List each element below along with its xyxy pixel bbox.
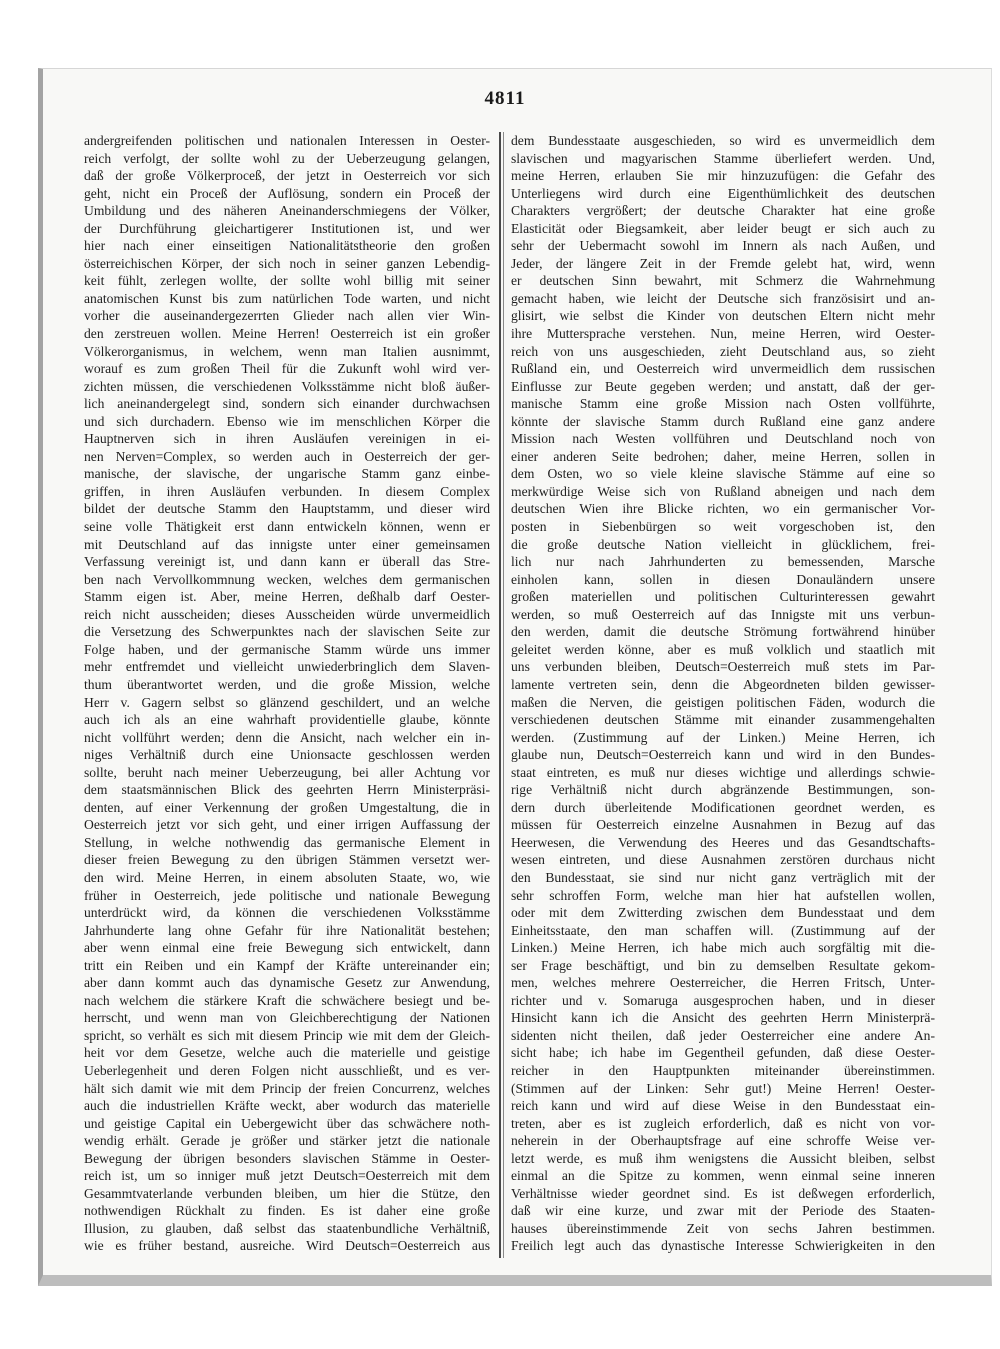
text-line: denten, auf einer Verkennung der großen Umgestaltung, die in [84, 799, 490, 815]
text-line: Oesterreich jetzt vor sich geht, und einer irrigen Auffassung der [84, 817, 490, 833]
text-line: aber wenn einmal eine freie Bewegung sich entwickelt, dann [84, 940, 490, 956]
text-line: merkwürdige Weise sich von Rußland abneigen und nach dem [511, 483, 935, 499]
text-line: reich nicht ausscheiden; dieses Ausscheiden würde unvermeidlich [84, 606, 490, 622]
text-line: österreichischen Körper, der sich noch in seiner ganzen Lebendig- [84, 255, 490, 271]
text-line: Stellung, in welche nothwendig das germanische Element in [84, 834, 490, 850]
text-line: den zerstreuen wollen. Meine Herren! Oesterreich ist ein großer [84, 326, 490, 342]
text-line: reich von uns ausgeschieden, zieht Deutschland aus, so zieht [511, 343, 935, 359]
text-line: geleitet werden könne, aber es muß volklich und staatlich mit [511, 641, 935, 657]
text-line: posten in Siebenbürgen so weit vorgeschoben ist, den [511, 519, 935, 535]
text-line: sollte, beruht nach meiner Ueberzeugung, bei aller Achtung vor [84, 764, 490, 780]
text-line: ihre Muttersprache verstehen. Nun, meine Herren, wird Oester- [511, 326, 935, 342]
text-line: dem Osten, wo so viele kleine slavische Stämme auf eine so [511, 466, 935, 482]
text-line: hält sich damit wie mit dem Princip der freien Concurrenz, welches [84, 1080, 490, 1096]
text-line: (Stimmen auf der Linken: Sehr gut!) Meine Herren! Oester- [511, 1080, 935, 1096]
right-column [511, 132, 935, 1255]
text-line: nicht vollführt werden; denn die Ansicht, nach welcher ein in- [84, 729, 490, 745]
text-line: ben nach Vervollkommnung wecken, welches dem germanischen [84, 571, 490, 587]
text-line: Hinsicht kann ich die Ansicht des geehrten Herrn Ministerprä- [511, 1010, 935, 1026]
text-line: geht, nicht ein Proceß der Auflösung, sondern ein Proceß der [84, 185, 490, 201]
text-line: heit vor dem Gesetze, welche auch die materielle und geistige [84, 1045, 490, 1061]
text-line: spricht, so verhält es sich mit diesem Princip wie mit dem der Gleich- [84, 1027, 490, 1043]
text-line: lich aneinandergelegt sind, sondern sich einander durchwachsen [84, 396, 490, 412]
text-line: er deutschen Sinn bewahrt, mit Schmerz die Wahrnehmung [511, 273, 935, 289]
text-line: einholen kann, sollen in diesen Donauländern unsere [511, 571, 935, 587]
text-line: dem staatsmännischen Blick des geehrten Herrn Ministerpräsi- [84, 782, 490, 798]
text-line: gemacht haben, wie leicht der Deutsche sich französisirt und an- [511, 290, 935, 306]
text-line: herrscht, und wenn man von Gleichberechtigung der Nationen [84, 1010, 490, 1026]
text-line: treten, aber es ist zugleich erforderlich, daß es nicht von vor- [511, 1115, 935, 1131]
text-line: neherein in der Oberhauptsfrage auf eine schroffe Weise ver- [511, 1133, 935, 1149]
text-line: keit fühlt, zerlegen wollte, der sollte wohl billig mit seiner [84, 273, 490, 289]
text-line: wesen eintreten, und diese Ausnahmen zerstören durchaus nicht [511, 852, 935, 868]
text-line: Linken.) Meine Herren, ich habe mich auch sorgfältig mit die- [511, 940, 935, 956]
text-line: niges Verhältniß durch eine Unionsacte geschlossen werden [84, 747, 490, 763]
text-line: einer anderen Seite bedrohen; daher, meine Herren, sollen in [511, 448, 935, 464]
text-line: dern durch überleitende Modificationen geordnet werden, es [511, 799, 935, 815]
text-line: daß der große Völkerproceß, der jetzt in Oesterreich vor sich [84, 168, 490, 184]
text-line: sehr der Uebermacht sowohl im Innern als nach Außen, und [511, 238, 935, 254]
text-line: dieser freien Bewegung zu den übrigen Stämmen versetzt wer- [84, 852, 490, 868]
text-line: vorher die auseinandergezerrten Glieder nach allen vier Win- [84, 308, 490, 324]
text-line: thum überantwortet werden, und die große Mission, welche [84, 676, 490, 692]
text-line: Verfassung vereinigt ist, und dann kann er überall das Stre- [84, 554, 490, 570]
text-line: Mission nach Westen vollführen und Deutschland noch von [511, 431, 935, 447]
text-line: Umbildung und des näheren Aneinanderschmiegens der Völker, [84, 203, 490, 219]
text-line: Gesammtvaterlande verbunden bleiben, um hier die Stütze, den [84, 1185, 490, 1201]
page-number: 4811 [484, 88, 526, 109]
text-line: hier nach einer einseitigen Nationalitätstheorie den großen [84, 238, 490, 254]
text-line: Stamm eigen ist. Aber, meine Herren, deßhalb darf Oester- [84, 589, 490, 605]
text-line: rige Verhältniß nicht durch abgränzende Bestimmungen, son- [511, 782, 935, 798]
text-line: wie es früher bestand, ausreiche. Wird Deutsch=Oesterreich aus [84, 1238, 490, 1254]
text-line: Heerwesen, die Verwendung des Heeres und das Gesandtschafts- [511, 834, 935, 850]
text-line: reicher in den Hauptpunkten miteinander übereinstimmen. [511, 1062, 935, 1078]
text-line: reich ist, um so inniger muß jetzt Deutsch=Oesterreich mit dem [84, 1168, 490, 1184]
text-line: andergreifenden politischen und nationalen Interessen in Oester- [84, 133, 490, 148]
text-line: seine volle Thätigkeit erst dann entwickeln können, wenn er [84, 519, 490, 535]
text-line: Ueberlegenheit und deren Folgen nicht ausschließt, und es ver- [84, 1062, 490, 1078]
text-line: verschiedenen deutschen Stämme mit einander zusammengehalten [511, 712, 935, 728]
text-line: sidenten nicht theilen, daß jeder Oesterreicher eine andere An- [511, 1027, 935, 1043]
text-line: Jeder, der längere Zeit in der Fremde gelebt hat, wird, wenn [511, 255, 935, 271]
text-line: ser Frage beschäftigt, und bin zu demselben Resultate gekom- [511, 957, 935, 973]
text-line: bildet der deutsche Stamm den Hauptstamm, und dieser wird [84, 501, 490, 517]
text-line: und sich durchadern. Ebenso wie im menschlichen Körper die [84, 413, 490, 429]
text-line: worauf es zum großen Theil für die Zukunft wohl wird ver- [84, 361, 490, 377]
text-line: daß wir eine kurze, und zwar mit der Periode des Staaten- [511, 1203, 935, 1219]
column-rule [499, 132, 501, 1258]
text-line: letzt werde, es muß ihm wenigstens die Aussicht bleiben, selbst [511, 1150, 935, 1166]
text-line: griffen, in ihren Ausläufen verbunden. In diesem Complex [84, 483, 490, 499]
text-line: manische, der slavische, der ungarische Stamm ganz einbe- [84, 466, 490, 482]
text-line: mit Deutschland auf das innigste unter einer gemeinsamen [84, 536, 490, 552]
text-line: den wird. Meine Herren, in einem absoluten Staate, wo, wie [84, 869, 490, 885]
text-line: Unterliegens wird durch eine Eigenthümlichkeit des deutschen [511, 185, 935, 201]
text-line: tritt ein Reiben und ein Kampf der Kräfte untereinander ein; [84, 957, 490, 973]
text-line: aber dann kommt auch das dynamische Gesetz zur Anwendung, [84, 975, 490, 991]
text-line: die große deutsche Nation vielleicht in glücklichem, frei- [511, 536, 935, 552]
text-line: lich nur nach Jahrhunderten zu bemessenden, Marsche [511, 554, 935, 570]
text-line: deutschen Wien ihre Blicke richten, wo ein germanischer Vor- [511, 501, 935, 517]
text-line: sicht habe; ich habe im Gegentheil gefunden, daß diese Oester- [511, 1045, 935, 1061]
text-line: Elasticität oder Biegsamkeit, aber leider beugt er sich auch zu [511, 220, 935, 236]
text-line: staat eintreten, es muß nur dieses wichtige und allerdings schwie- [511, 764, 935, 780]
text-line: lamente vertreten sein, denn die Abgeordneten bilden gewisser- [511, 676, 935, 692]
text-line: sehr schroffen Form, welche man hier hat aufstellen wollen, [511, 887, 935, 903]
text-line: Charakters vergrößert; der deutsche Charakter hat eine große [511, 203, 935, 219]
text-line: den Bundesstaat, sie sind nur nicht ganz verträglich mit der [511, 869, 935, 885]
text-line: die Versetzung des Schwerpunktes nach der slavischen Seite zur [84, 624, 490, 640]
column-rule-inner [503, 132, 504, 1258]
text-line: men, welches mehrere Oesterreicher, die Herren Fritsch, Unter- [511, 975, 935, 991]
text-line: werden, so muß Oesterreich auf das Innigste mit uns verbun- [511, 606, 935, 622]
text-line: einmal an die Spitze zu kommen, wenn einmal seine inneren [511, 1168, 935, 1184]
text-line: Bewegung der übrigen besonders slavischen Stämme in Oester- [84, 1150, 490, 1166]
text-line: glisirt, wie selbst die Kinder von deutschen Eltern nicht mehr [511, 308, 935, 324]
text-line: uns verbunden bleiben, Deutsch=Oesterreich muß stets im Par- [511, 659, 935, 675]
text-line: anatomischen Kunst bis zum natürlichen Tode warten, und nicht [84, 290, 490, 306]
text-line: glaube nun, Deutsch=Oesterreich kann und wird in den Bundes- [511, 747, 935, 763]
text-line: Folge haben, und der germanische Stamm würde uns immer [84, 641, 490, 657]
text-line: mehr entfremdet und vielleicht unwiederbringlich dem Slaven- [84, 659, 490, 675]
text-line: unterdrückt wird, da können die verschiedenen Volksstämme [84, 905, 490, 921]
text-line: wendig erhält. Gerade je größer und stärker jetzt die nationale [84, 1133, 490, 1149]
text-line: dem Bundesstaate ausgeschieden, so wird es unvermeidlich dem [511, 133, 935, 148]
text-line: Jahrhunderte lang ohne Gefahr für ihre Nationalität bestehen; [84, 922, 490, 938]
text-line: Herr v. Gagern selbst so glänzend geschildert, und an welche [84, 694, 490, 710]
text-line: früher in Oesterreich, jede politische und nationale Bewegung [84, 887, 490, 903]
text-line: auch die industriellen Kräfte weckt, aber wodurch das materielle [84, 1098, 490, 1114]
text-line: manische Stamm eine große Mission nach Osten vollführte, [511, 396, 935, 412]
text-line: der Durchführung gleichartigerer Institutionen ist, und wer [84, 220, 490, 236]
text-line: Rußland ein, und Oesterreich wird unvermeidlich dem russischen [511, 361, 935, 377]
text-line: hauses übereinstimmende Zeit von sechs Jahren bestimmen. [511, 1220, 935, 1236]
text-line: und geistige Capital ein Uebergewicht über das schwächere noth- [84, 1115, 490, 1131]
text-line: meine Herren, erlauben Sie mir hinzuzufügen: die Gefahr des [511, 168, 935, 184]
text-line: müssen für Oesterreich einzelne Ausnahmen in Bezug auf das [511, 817, 935, 833]
text-line: Freilich legt auch das dynastische Interesse Schwierigkeiten in den [511, 1238, 935, 1254]
text-line: reich kann und wird auf diese Weise in den Bundesstaat ein- [511, 1098, 935, 1114]
text-line: auch ich als an eine wahrhaft providentielle glaube, könnte [84, 712, 490, 728]
text-line: nothwendigen Rückhalt zu finden. Es ist daher eine große [84, 1203, 490, 1219]
text-line: könnte der slavische Stamm durch Rußland eine ganz andere [511, 413, 935, 429]
text-line: nen Nerven=Complex, so werden auch in Oesterreich der ger- [84, 448, 490, 464]
text-line: oder mit dem Zwitterding zwischen dem Bundesstaat und dem [511, 905, 935, 921]
text-line: großen materiellen und politischen Culturinteressen gewahrt [511, 589, 935, 605]
text-line: reich verfolgt, der sollte wohl zu der Ueberzeugung gelangen, [84, 150, 490, 166]
text-line: slavischen und magyarischen Stamme überliefert werden. Und, [511, 150, 935, 166]
text-line: Einflusse zur Beute gegeben werden; und anstatt, daß der ger- [511, 378, 935, 394]
text-line: werden. (Zustimmung auf der Linken.) Meine Herren, ich [511, 729, 935, 745]
text-line: Verhältnisse wieder geordnet sind. Es ist deßwegen erforderlich, [511, 1185, 935, 1201]
text-line: nach welchem die stärkere Kraft die schwächere besiegt und be- [84, 992, 490, 1008]
text-line: Illusion, zu glauben, daß selbst das staatenbundliche Verhältniß, [84, 1220, 490, 1236]
text-line: zichten müssen, die verschiedenen Volksstämme nicht bloß äußer- [84, 378, 490, 394]
text-line: den werden, damit die deutsche Strömung fortwährend hinüber [511, 624, 935, 640]
text-line: Einheitsstaate, den man schaffen will. (Zustimmung auf der [511, 922, 935, 938]
text-line: Völkerorganismus, in welchem, wenn man Italien ausnimmt, [84, 343, 490, 359]
left-column [84, 132, 490, 1255]
text-line: richter und v. Somaruga ausgesprochen haben, und in dieser [511, 992, 935, 1008]
text-line: Hauptnerven sich in ihren Ausläufen vereinigen in ei- [84, 431, 490, 447]
text-line: maßen die Nerven, die geistigen politischen Fäden, wodurch die [511, 694, 935, 710]
